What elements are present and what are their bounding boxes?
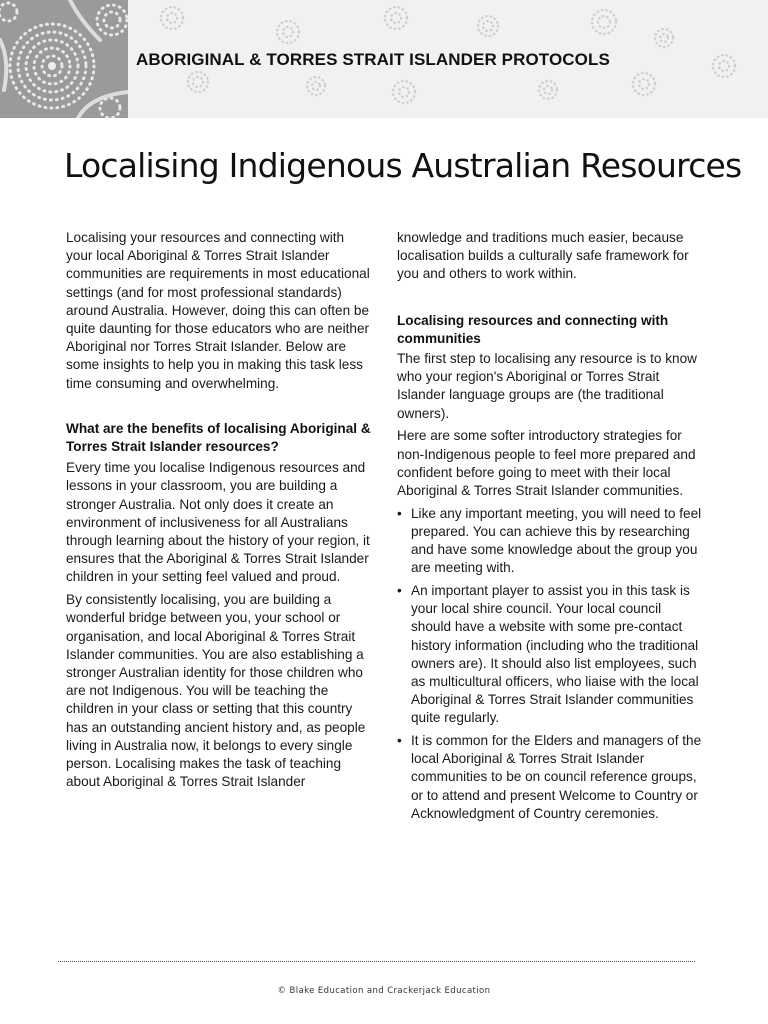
header-banner: [0, 0, 768, 118]
list-item-text: Like any important meeting, you will need to feel prepared. You can achieve this by researching and have some knowledge about the group you are meeting with.: [411, 505, 702, 576]
connecting-paragraph-2: Here are some softer introductory strategies for non-Indigenous people to feel more prepared and confident before going to meet with their local Aboriginal & Torres Strait Islander communities.: [397, 428, 696, 498]
intro-paragraph: Localising your resources and connecting with your local Aboriginal & Torres Strait Islander communities are requirements in most educational settings (and for most professional standards) around Australia. However, doing this can often be quite daunting for those educators who are neither Aboriginal nor Torres Strait Islander. Below are some insights to help you in making this task less time consuming and overwhelming.: [66, 230, 370, 391]
benefits-paragraph-1: Every time you localise Indigenous resources and lessons in your classroom, you are building a stronger Australia. Not only does it create an environment of inclusiveness for all Australians through learning about the history of your region, it ensures that the Aboriginal & Torres Strait Islander children in your setting feel valued and proud.: [66, 460, 370, 585]
connecting-paragraph-1: The first step to localising any resource is to know who your region's Aboriginal or Torres Strait Islander language groups are (the traditional owners).: [397, 351, 697, 421]
list-item: [397, 732, 703, 823]
list-item-text: An important player to assist you in this task is your local shire council. Your local council should have a website with some pre-contact history information (including who the traditional owners are). It should also list employees, such as multicultural officers, who liaise with the local Aboriginal & Torres Strait Islander communities quite regularly.: [411, 582, 699, 726]
strategy-list: [397, 505, 703, 823]
benefits-heading: What are the benefits of localising Aboriginal & Torres Strait Islander resources?: [66, 420, 371, 455]
benefits-paragraph-2: By consistently localising, you are building a wonderful bridge between you, your school or organisation, and local Aboriginal & Torres Strait Islander communities. You are also establishing a stronger Australian identity for those children who are not Indigenous. You will be teaching the children in your class or setting that this country has an outstanding ancient history and, as people living in Australia now, it belongs to every single person. Localising makes the task of teaching about Aboriginal & Torres Strait Islander: [66, 592, 366, 790]
footer-copyright: © Blake Education and Crackerjack Education: [277, 986, 491, 996]
connecting-heading: Localising resources and connecting with communities: [397, 312, 669, 346]
left-column: [66, 229, 372, 796]
list-item: [397, 582, 703, 728]
page-title: Localising Indigenous Australian Resources: [64, 146, 742, 185]
banner-title: ABORIGINAL & TORRES STRAIT ISLANDER PROTOCOLS: [136, 50, 610, 69]
footer-divider: [58, 961, 695, 962]
bullet-icon: •: [397, 505, 402, 521]
right-column: [397, 229, 703, 828]
list-item: [397, 505, 703, 578]
bullet-icon: •: [397, 582, 402, 598]
continued-paragraph: knowledge and traditions much easier, because localisation builds a culturally safe framework for you and others to work within.: [397, 230, 689, 282]
list-item-text: It is common for the Elders and managers of the local Aboriginal & Torres Strait Islander communities to be on council reference groups, or to attend and present Welcome to Country or Acknowledgment of Country ceremonies.: [411, 733, 702, 821]
bullet-icon: •: [397, 733, 402, 749]
aboriginal-dot-art-decoration: [0, 0, 128, 118]
